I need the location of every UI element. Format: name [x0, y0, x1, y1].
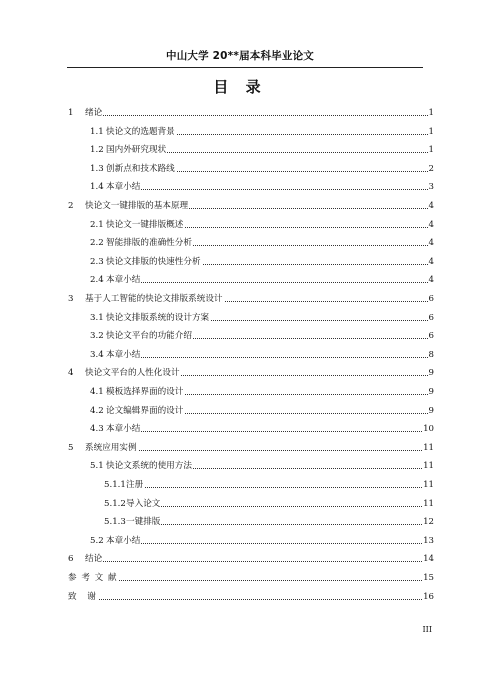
toc-entry-number: 4.2: [90, 405, 104, 416]
toc-entry-number: 1.2: [90, 145, 104, 156]
toc-entry-number: 1.4: [90, 182, 104, 193]
toc-entry-label: 快论文平台的人性化设计: [85, 368, 180, 379]
toc-entry[interactable]: [0, 293, 480, 305]
toc-entry-page: 4: [428, 256, 434, 267]
toc-entry[interactable]: [0, 591, 480, 603]
toc-entry-page: 11: [423, 498, 434, 509]
toc-entry-label: 快论文排版系统的设计方案: [106, 312, 210, 323]
toc-entry[interactable]: [0, 572, 480, 584]
toc-entry[interactable]: [0, 479, 480, 491]
toc-entry-number: 3.4: [90, 349, 104, 360]
toc-entry-page: 13: [423, 535, 434, 546]
toc-leader-dots: [106, 282, 432, 283]
toc-entry-label: 参 考 文 献: [68, 573, 118, 583]
toc-entry-number: 2.3: [90, 256, 104, 267]
toc-entry[interactable]: [0, 144, 480, 156]
toc-entry-number: 5.1: [90, 461, 104, 472]
toc-entry[interactable]: [0, 535, 480, 547]
toc-entry[interactable]: [0, 181, 480, 193]
toc-entry[interactable]: [0, 367, 480, 379]
toc-entry-page: 8: [428, 349, 434, 360]
toc-entry-page: 4: [428, 275, 434, 286]
toc-leader-dots: [106, 543, 432, 544]
toc-entry-page: 4: [428, 238, 434, 249]
toc-entry-page: 4: [428, 219, 434, 230]
toc-entry[interactable]: [0, 423, 480, 435]
toc-entry-label: 模板选择界面的设计: [106, 387, 184, 397]
toc-entry[interactable]: [0, 256, 480, 268]
toc-entry[interactable]: [0, 516, 480, 528]
toc-entry-page: 12: [423, 517, 434, 528]
toc-entry-number: 1.1: [90, 126, 104, 137]
toc-entry-page: 2: [428, 163, 434, 174]
toc-entry-label: 创新点和技术路线: [106, 163, 175, 174]
toc-entry[interactable]: [0, 442, 480, 454]
toc-entry-number: 5: [68, 442, 74, 453]
toc-entry[interactable]: [0, 200, 480, 212]
toc-entry[interactable]: [0, 460, 480, 472]
toc-entry[interactable]: [0, 163, 480, 175]
toc-entry-label: 一键排版: [126, 517, 161, 528]
toc-entry-label: 快论文平台的功能介绍: [106, 331, 192, 342]
toc-entry-number: 2: [68, 201, 74, 211]
toc-entry-number: 5.1.1: [104, 480, 126, 490]
toc-entry-page: 1: [428, 108, 434, 118]
toc-entry[interactable]: [0, 386, 480, 398]
toc-leader-dots: [126, 506, 432, 507]
toc-entry[interactable]: [0, 237, 480, 249]
toc-entry-number: 2.2: [90, 238, 104, 249]
page-title: 目 录: [213, 78, 267, 96]
toc-entry-number: 3: [68, 294, 74, 304]
toc-entry-label: 国内外研究现状: [106, 145, 167, 156]
toc-entry-label: 智能排版的准确性分析: [106, 238, 192, 249]
toc-entry-number: 5.1.3: [104, 517, 126, 528]
toc-entry-label: 本章小结: [106, 349, 141, 360]
toc-entry-number: 1: [68, 108, 74, 118]
toc-entry-page: 11: [423, 461, 434, 472]
toc-entry[interactable]: [0, 330, 480, 342]
toc-entry-label: 本章小结: [106, 424, 141, 435]
toc-entry-page: 16: [423, 591, 434, 602]
toc-entry-number: 5.1.2: [104, 498, 126, 509]
toc-entry-page: 3: [428, 182, 434, 193]
toc-leader-dots: [68, 580, 432, 581]
toc-entry-number: 4: [68, 368, 74, 379]
toc-entry-page: 6: [428, 331, 434, 342]
toc-entry-page: 1: [428, 126, 434, 137]
toc-entry-page: 10: [423, 424, 434, 435]
toc-leader-dots: [85, 561, 432, 562]
toc-entry-page: 6: [428, 294, 434, 304]
toc-entry-label: 本章小结: [106, 275, 141, 286]
toc-entry-label: 致 谢: [68, 591, 97, 602]
header-rule: [67, 67, 423, 68]
toc-entry-number: 2.1: [90, 219, 104, 230]
toc-entry-label: 本章小结: [106, 535, 141, 546]
toc-entry-page: 6: [428, 312, 434, 323]
toc-entry-label: 论文编辑界面的设计: [106, 405, 184, 416]
toc-entry[interactable]: [0, 498, 480, 510]
toc-entry-number: 1.3: [90, 163, 104, 174]
toc-leader-dots: [106, 431, 432, 432]
page-number: III: [422, 625, 432, 634]
toc-entry[interactable]: [0, 312, 480, 324]
toc-entry-page: 9: [428, 368, 434, 379]
toc-entry-page: 4: [428, 201, 434, 211]
toc-entry-page: 14: [423, 554, 434, 565]
toc-entry-page: 1: [428, 145, 434, 156]
toc-leader-dots: [106, 189, 432, 190]
toc-entry-page: 15: [423, 573, 434, 583]
toc-leader-dots: [126, 524, 432, 525]
toc-entry[interactable]: [0, 219, 480, 231]
toc-leader-dots: [126, 487, 432, 488]
toc-entry-label: 绪论: [85, 108, 103, 118]
toc-entry[interactable]: [0, 553, 480, 565]
toc-entry[interactable]: [0, 405, 480, 417]
toc-entry-label: 基于人工智能的快论文排版系统设计: [85, 294, 223, 304]
toc-entry-number: 6: [68, 554, 74, 565]
toc-entry-label: 快论文系统的使用方法: [106, 461, 192, 472]
toc-entry-label: 快论文一键排版概述: [106, 219, 184, 230]
toc-entry[interactable]: [0, 107, 480, 119]
toc-entry-number: 3.2: [90, 331, 104, 342]
toc-entry-page: 9: [428, 405, 434, 416]
toc-entry[interactable]: [0, 126, 480, 138]
toc-entry-number: 5.2: [90, 535, 104, 546]
toc-entry-number: 3.1: [90, 312, 104, 323]
toc-entry[interactable]: [0, 274, 480, 286]
toc-entry-number: 2.4: [90, 275, 104, 286]
toc-entry-label: 快论文一键排版的基本原理: [85, 201, 189, 211]
running-header: 中山大学 20**届本科毕业论文: [166, 50, 314, 62]
toc-entry-label: 快论文的选题背景: [106, 126, 175, 137]
toc-entry-label: 导入论文: [126, 498, 161, 509]
toc-entry-label: 快论文排版的快速性分析: [106, 256, 201, 267]
toc-entry-label: 本章小结: [106, 182, 141, 193]
toc-leader-dots: [68, 599, 432, 600]
toc-entry-label: 结论: [85, 554, 103, 565]
toc-entry-number: 4.3: [90, 424, 104, 435]
toc-entry-label: 注册: [126, 480, 144, 490]
toc-entry-page: 11: [423, 480, 434, 490]
toc-entry-number: 4.1: [90, 387, 104, 397]
toc-leader-dots: [106, 357, 432, 358]
toc-entry-page: 11: [423, 442, 434, 453]
toc-entry-page: 9: [428, 387, 434, 397]
toc-entry-label: 系统应用实例: [85, 442, 137, 453]
toc-entry[interactable]: [0, 349, 480, 361]
toc-leader-dots: [85, 115, 432, 116]
